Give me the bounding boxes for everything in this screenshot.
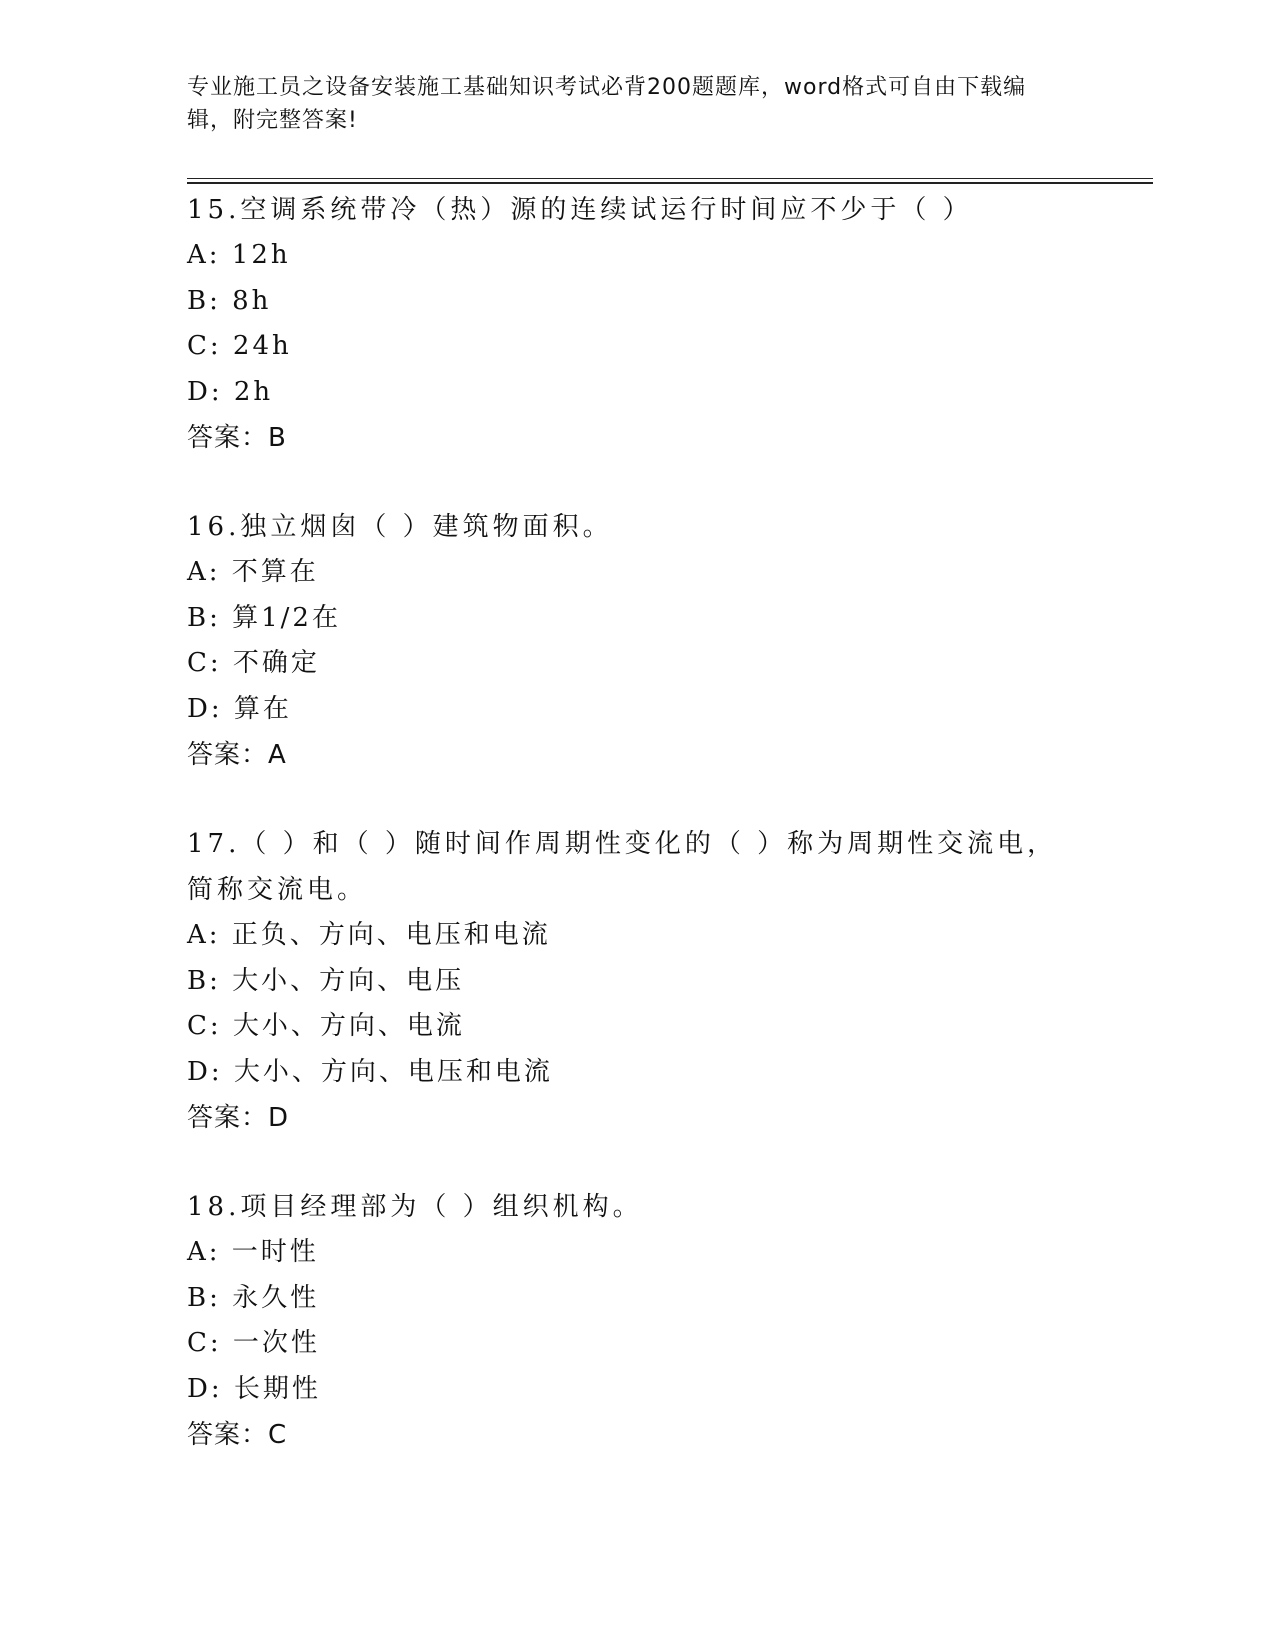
answer: 答案：B: [187, 423, 287, 453]
answer: 答案：D: [187, 1103, 290, 1133]
answer: 答案：C: [187, 1420, 288, 1450]
header-divider-thick: [187, 182, 1153, 184]
option-b: B: 大小、方向、电压: [187, 965, 465, 996]
document-header: 专业施工员之设备安装施工基础知识考试必背200题题库，word格式可自由下载编辑，附完整答案!: [187, 75, 1027, 133]
question-stem: 18.项目经理部为（ ）组织机构。: [187, 1192, 643, 1222]
option-a: A: 正负、方向、电压和电流: [187, 920, 551, 950]
question-stem: 17.（ ）和（ ）随时间作周期性变化的（ ）称为周期性交流电，简称交流电。: [187, 829, 1058, 905]
question-stem: 15.空调系统带冷（热）源的连续试运行时间应不少于（ ）: [187, 195, 973, 225]
option-c: C: 一次性: [187, 1328, 320, 1358]
answer: 答案：A: [187, 740, 287, 770]
option-d: D: 大小、方向、电压和电流: [187, 1056, 553, 1087]
option-b: B: 算1/2在: [187, 602, 341, 633]
question-15: [187, 187, 1067, 461]
question-16: [187, 504, 1067, 778]
option-a: A: 不算在: [187, 557, 319, 587]
question-stem: 16.独立烟囱（ ）建筑物面积。: [187, 512, 613, 542]
option-a: A: 一时性: [187, 1237, 319, 1267]
option-a: A: 12h: [187, 240, 291, 270]
option-d: D: 2h: [187, 376, 274, 407]
header-divider-thin: [187, 178, 1153, 179]
question-17: [187, 821, 1067, 1141]
option-c: C: 大小、方向、电流: [187, 1011, 465, 1041]
option-c: C: 24h: [187, 331, 292, 361]
option-b: B: 8h: [187, 285, 272, 316]
option-d: D: 算在: [187, 693, 292, 724]
option-d: D: 长期性: [187, 1373, 321, 1404]
question-18: [187, 1184, 1067, 1458]
option-c: C: 不确定: [187, 648, 320, 678]
option-b: B: 永久性: [187, 1282, 320, 1313]
question-list: [187, 187, 1067, 1501]
